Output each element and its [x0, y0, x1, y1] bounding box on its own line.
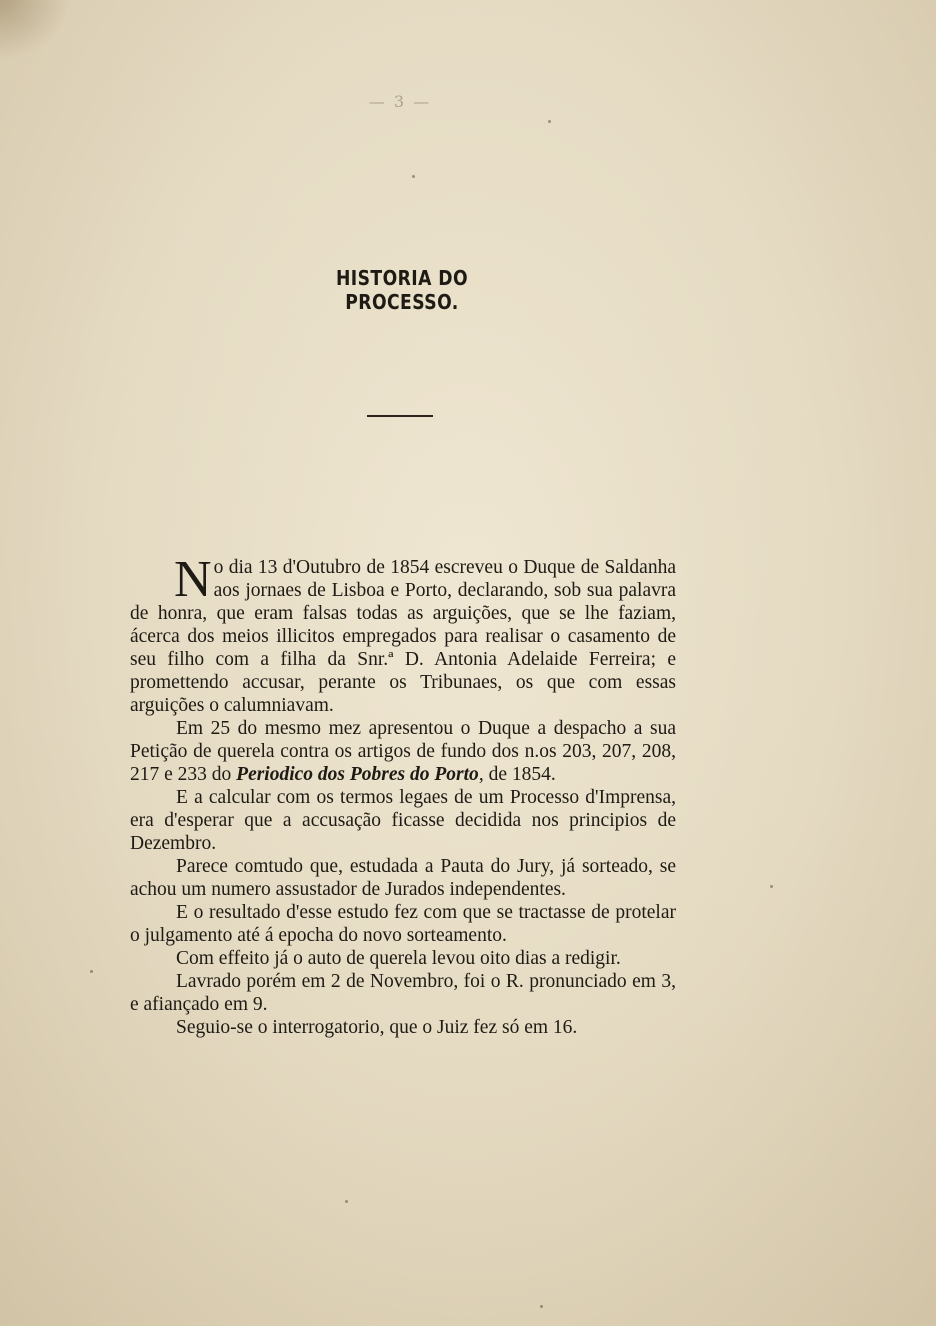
section-title: HISTORIA DO PROCESSO. — [335, 266, 469, 314]
paper-speck — [345, 1200, 348, 1203]
paragraph-3: E a calcular com os termos legaes de um Processo d'Imprensa, era d'esperar que a accusação ficasse decidida nos principios de Dezembro. — [130, 787, 676, 854]
paper-speck — [540, 1305, 543, 1308]
paper-speck — [548, 120, 551, 123]
paragraph-2-tail: , de 1854. — [478, 764, 556, 785]
body-text — [130, 551, 676, 1039]
paragraph-5: E o resultado d'esse estudo fez com que se tractasse de protelar o julgamento até á epocha do novo sorteamento. — [130, 902, 676, 946]
corner-stain — [0, 0, 70, 60]
paragraph-4: Parece comtudo que, estudada a Pauta do Jury, já sorteado, se achou um numero assustador de Jurados independentes. — [130, 856, 676, 900]
paragraph-1-text: o dia 13 d'Outubro de 1854 escreveu o Duque de Saldanha aos jornaes de Lisboa e Porto, declarando, sob sua palavra de honra, que eram falsas todas as arguições, que se lhe faziam, ácerca dos meios illicitos empregados para realisar o casamento de seu filho com a filha da Snr.ª D. Antonia Adelaide Ferreira; e promettendo accusar, perante os Tribunaes, os que com essas arguições o calumniavam. — [130, 557, 676, 716]
paper-speck — [90, 970, 93, 973]
paragraph-2-text: Em 25 do mesmo mez apresentou o Duque a despacho a sua Petição de querela contra os artigos de fundo dos n.os 203, 207, 208, 217 e 233 do — [130, 718, 676, 785]
paragraph-8: Seguio-se o interrogatorio, que o Juiz fez só em 16. — [176, 1017, 578, 1038]
title-rule — [367, 415, 433, 417]
paper-speck — [412, 175, 415, 178]
paper-speck — [770, 885, 773, 888]
paragraph-6: Com effeito já o auto de querela levou oito dias a redigir. — [176, 948, 621, 969]
page-number: — 3 — — [368, 92, 432, 111]
drop-cap: N — [174, 551, 212, 608]
paragraph-1 — [130, 551, 676, 717]
paragraph-7: Lavrado porém em 2 de Novembro, foi o R. pronunciado em 3, e afiançado em 9. — [130, 971, 676, 1015]
periodical-title: Periodico dos Pobres do Porto — [236, 764, 479, 785]
paragraph-2 — [130, 717, 676, 786]
